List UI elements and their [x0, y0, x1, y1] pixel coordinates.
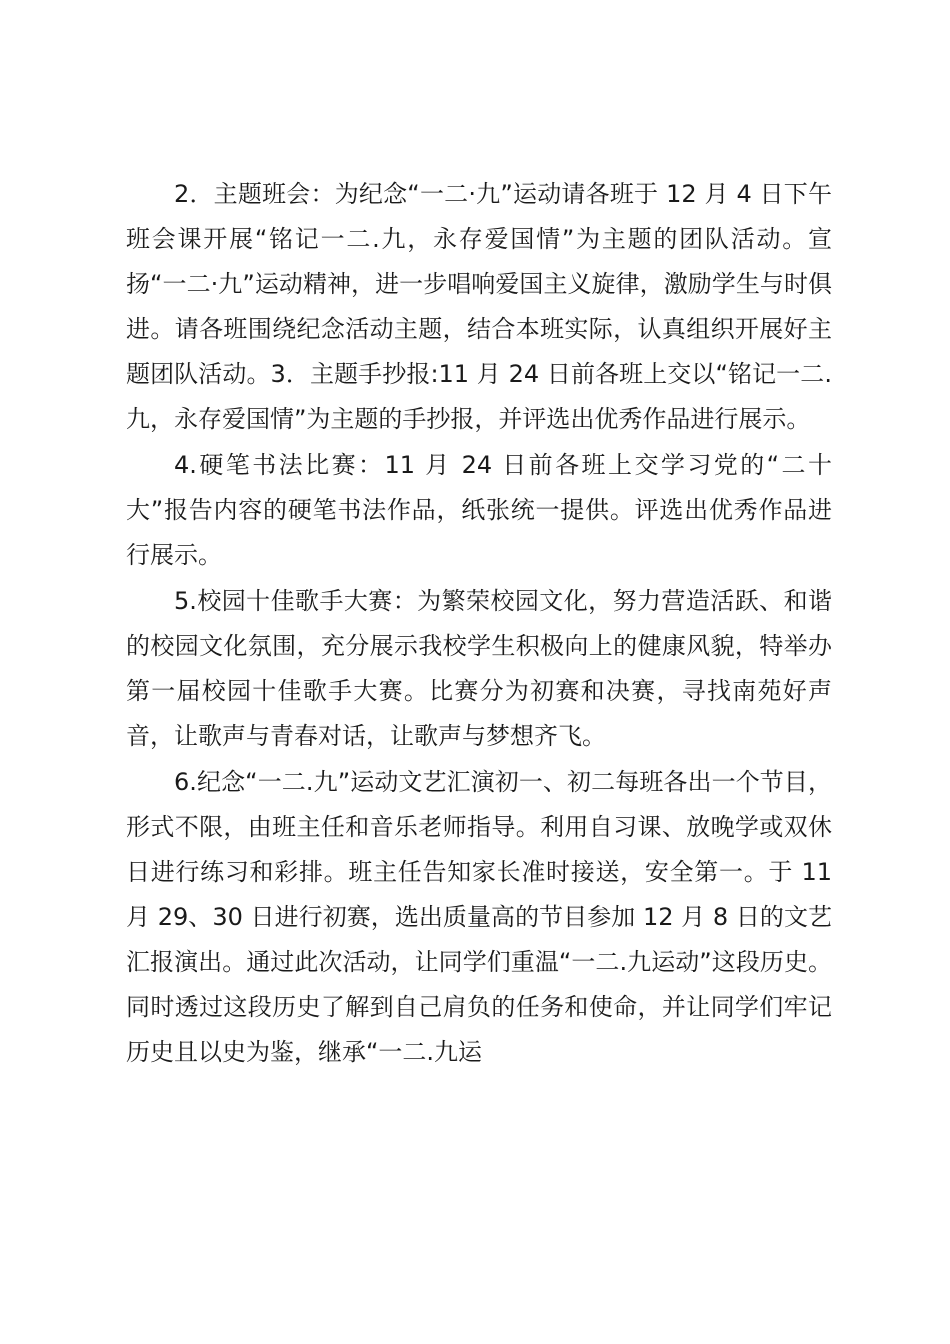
paragraph-singer-contest: 5.校园十佳歌手大赛：为繁荣校园文化，努力营造活跃、和谐的校园文化氛围，充分展示我校学生积极向上的健康风貌，特举办第一届校园十佳歌手大赛。比赛分为初赛和决赛，寻找南苑好声音，让歌声与青春对话，让歌声与梦想齐飞。: [126, 587, 832, 750]
document-body: [126, 172, 832, 1076]
paragraph-theme-class-meeting: 2．主题班会：为纪念“一二·九”运动请各班于 12 月 4 日下午班会课开展“铭记一二.九，永存爱国情”为主题的团队活动。宣扬“一二·九”运动精神，进一步唱响爱国主义旋律，激励学生与时俱进。请各班围绕纪念活动主题，结合本班实际，认真组织开展好主题团队活动。3．主题手抄报:11 月 24 日前各班上交以“铭记一二.九，永存爱国情”为主题的手抄报，并评选出优秀作品进行展示。: [126, 180, 832, 433]
paragraph-calligraphy-contest: 4.硬笔书法比赛：11 月 24 日前各班上交学习党的“二十大”报告内容的硬笔书法作品，纸张统一提供。评选出优秀作品进行展示。: [126, 451, 832, 569]
paragraph-art-performance: 6.纪念“一二.九”运动文艺汇演初一、初二每班各出一个节目，形式不限，由班主任和音乐老师指导。利用自习课、放晚学或双休日进行练习和彩排。班主任告知家长准时接送，安全第一。于 11 月 29、30 日进行初赛，选出质量高的节目参加 12 月 8 日的文艺汇报演出。通过此次活动，让同学们重温“一二.九运动”这段历史。同时透过这段历史了解到自己肩负的任务和使命，并让同学们牢记历史且以史为鉴，继承“一二.九运: [126, 768, 832, 1066]
